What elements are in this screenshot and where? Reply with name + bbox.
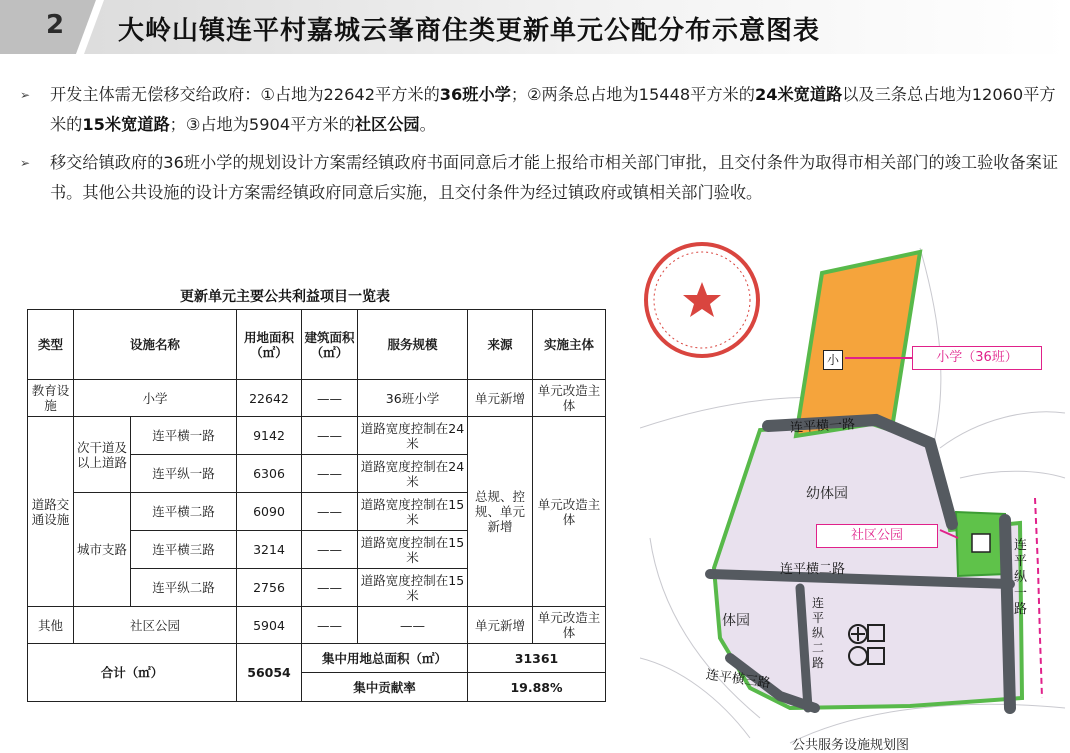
cell-name: 连平横二路 xyxy=(131,493,237,531)
table-total-row xyxy=(28,644,606,673)
road-label-hengsan: 连平横三路 xyxy=(704,667,772,692)
cell-name: 连平横一路 xyxy=(131,417,237,455)
cell-type: 其他 xyxy=(28,607,74,644)
cell-subtype: 城市支路 xyxy=(74,493,131,607)
toilet-icon xyxy=(972,534,990,552)
contribution-label: 集中贡献率 xyxy=(302,673,468,702)
cell-area: 6306 xyxy=(237,455,302,493)
page-title: 大岭山镇连平村嘉城云峯商住类更新单元公配分布示意图表 xyxy=(118,16,821,46)
bullet-segment: 。 xyxy=(419,115,436,134)
cell-executor: 单元改造主体 xyxy=(533,607,606,644)
road-label-zonger: 连平纵二路 xyxy=(812,596,825,670)
header-land-area: 用地面积（㎡） xyxy=(237,310,302,380)
public-benefit-table xyxy=(27,309,606,702)
cell-build: —— xyxy=(302,531,358,569)
header-type: 类型 xyxy=(28,310,74,380)
cell-build: —— xyxy=(302,493,358,531)
bullet-segment: 24米宽道路 xyxy=(754,85,843,104)
bullet-item xyxy=(20,80,1065,140)
kindergarten-label: 幼体园 xyxy=(806,486,848,502)
cell-area: 9142 xyxy=(237,417,302,455)
cell-executor: 单元改造主体 xyxy=(533,417,606,607)
cell-scale: 道路宽度控制在24米 xyxy=(358,417,468,455)
cell-source: 总规、控规、单元新增 xyxy=(468,417,533,607)
cell-area: 22642 xyxy=(237,380,302,417)
cell-name: 社区公园 xyxy=(74,607,237,644)
bullet-segment: 移交给镇政府的36班小学的规划设计方案需经镇政府书面同意后才能上报给市相关部门审批，且交付条件为取得市相关部门的竣工验收备案证书。其他公共设施的设计方案需经镇政府同意后实施，且交付条件为经过镇政府或镇相关部门验收。 xyxy=(50,153,1059,202)
header-name: 设施名称 xyxy=(74,310,237,380)
table-row xyxy=(28,380,606,417)
cell-area: 2756 xyxy=(237,569,302,607)
bullet-segment: 以及三条总占地为12060平方米的 xyxy=(50,85,1056,134)
bullet-text xyxy=(50,153,1058,202)
cell-build: —— xyxy=(302,569,358,607)
cell-build: —— xyxy=(302,417,358,455)
gym-label: 体园 xyxy=(722,613,750,629)
page-header xyxy=(0,0,1070,60)
total-value: 56054 xyxy=(237,644,302,702)
bullet-segment: 36班小学 xyxy=(439,85,511,104)
cell-name: 连平纵一路 xyxy=(131,455,237,493)
concentrated-value: 31361 xyxy=(468,644,606,673)
cell-area: 3214 xyxy=(237,531,302,569)
map-caption: 公共服务设施规划图 xyxy=(792,738,910,753)
bullet-segment: 社区公园 xyxy=(354,115,420,134)
bullet-segment: 15米宽道路 xyxy=(82,115,170,134)
arrow-bullet-icon: ➢ xyxy=(20,156,31,170)
cell-scale: 道路宽度控制在15米 xyxy=(358,531,468,569)
header-build-area: 建筑面积（㎡） xyxy=(302,310,358,380)
road-lianpingzongyi xyxy=(1005,520,1010,708)
bullet-text xyxy=(50,85,1056,134)
cell-name: 连平横三路 xyxy=(131,531,237,569)
cell-scale: 道路宽度控制在15米 xyxy=(358,569,468,607)
cell-build: —— xyxy=(302,455,358,493)
cell-build: —— xyxy=(302,380,358,417)
header-scale: 服务规模 xyxy=(358,310,468,380)
road-label-henger: 连平横二路 xyxy=(780,562,846,577)
table-title: 更新单元主要公共利益项目一览表 xyxy=(180,289,390,305)
table-row xyxy=(28,607,606,644)
cell-scale: —— xyxy=(358,607,468,644)
cell-subtype: 次干道及以上道路 xyxy=(74,417,131,493)
facility-plan-map xyxy=(640,238,1070,753)
school-parcel xyxy=(796,252,920,436)
cell-source: 单元新增 xyxy=(468,607,533,644)
cell-name: 小学 xyxy=(74,380,237,417)
cell-name: 连平纵二路 xyxy=(131,569,237,607)
cell-type: 教育设施 xyxy=(28,380,74,417)
school-marker: 小 xyxy=(823,350,843,370)
section-number: 2 xyxy=(45,10,65,40)
total-label: 合计（㎡） xyxy=(28,644,237,702)
government-seal xyxy=(646,244,758,356)
bullet-list xyxy=(20,80,1065,216)
bullet-segment: ；③占地为5904平方米的 xyxy=(169,115,355,134)
boundary-dashed-line xyxy=(1035,498,1042,698)
concentrated-label: 集中用地总面积（㎡） xyxy=(302,644,468,673)
map-drawing xyxy=(640,238,1070,753)
table-row xyxy=(28,417,606,455)
cell-build: —— xyxy=(302,607,358,644)
cell-type: 道路交通设施 xyxy=(28,417,74,607)
cell-source: 单元新增 xyxy=(468,380,533,417)
school-callout: 小学（36班） xyxy=(912,346,1042,370)
cell-scale: 36班小学 xyxy=(358,380,468,417)
contribution-value: 19.88% xyxy=(468,673,606,702)
cell-area: 5904 xyxy=(237,607,302,644)
header-source: 来源 xyxy=(468,310,533,380)
header-executor: 实施主体 xyxy=(533,310,606,380)
cell-scale: 道路宽度控制在15米 xyxy=(358,493,468,531)
bullet-segment: 开发主体需无偿移交给政府：①占地为22642平方米的 xyxy=(50,85,440,104)
park-callout: 社区公园 xyxy=(816,524,938,548)
cell-area: 6090 xyxy=(237,493,302,531)
cell-executor: 单元改造主体 xyxy=(533,380,606,417)
bullet-item xyxy=(20,148,1065,208)
cell-scale: 道路宽度控制在24米 xyxy=(358,455,468,493)
road-label-zongyi: 连平纵一路 xyxy=(1014,538,1028,617)
road-label-hengyi: 连平横一路 xyxy=(789,417,856,436)
bullet-segment: ；②两条总占地为15448平方米的 xyxy=(510,85,755,104)
table-header-row xyxy=(28,310,606,380)
arrow-bullet-icon: ➢ xyxy=(20,88,31,102)
